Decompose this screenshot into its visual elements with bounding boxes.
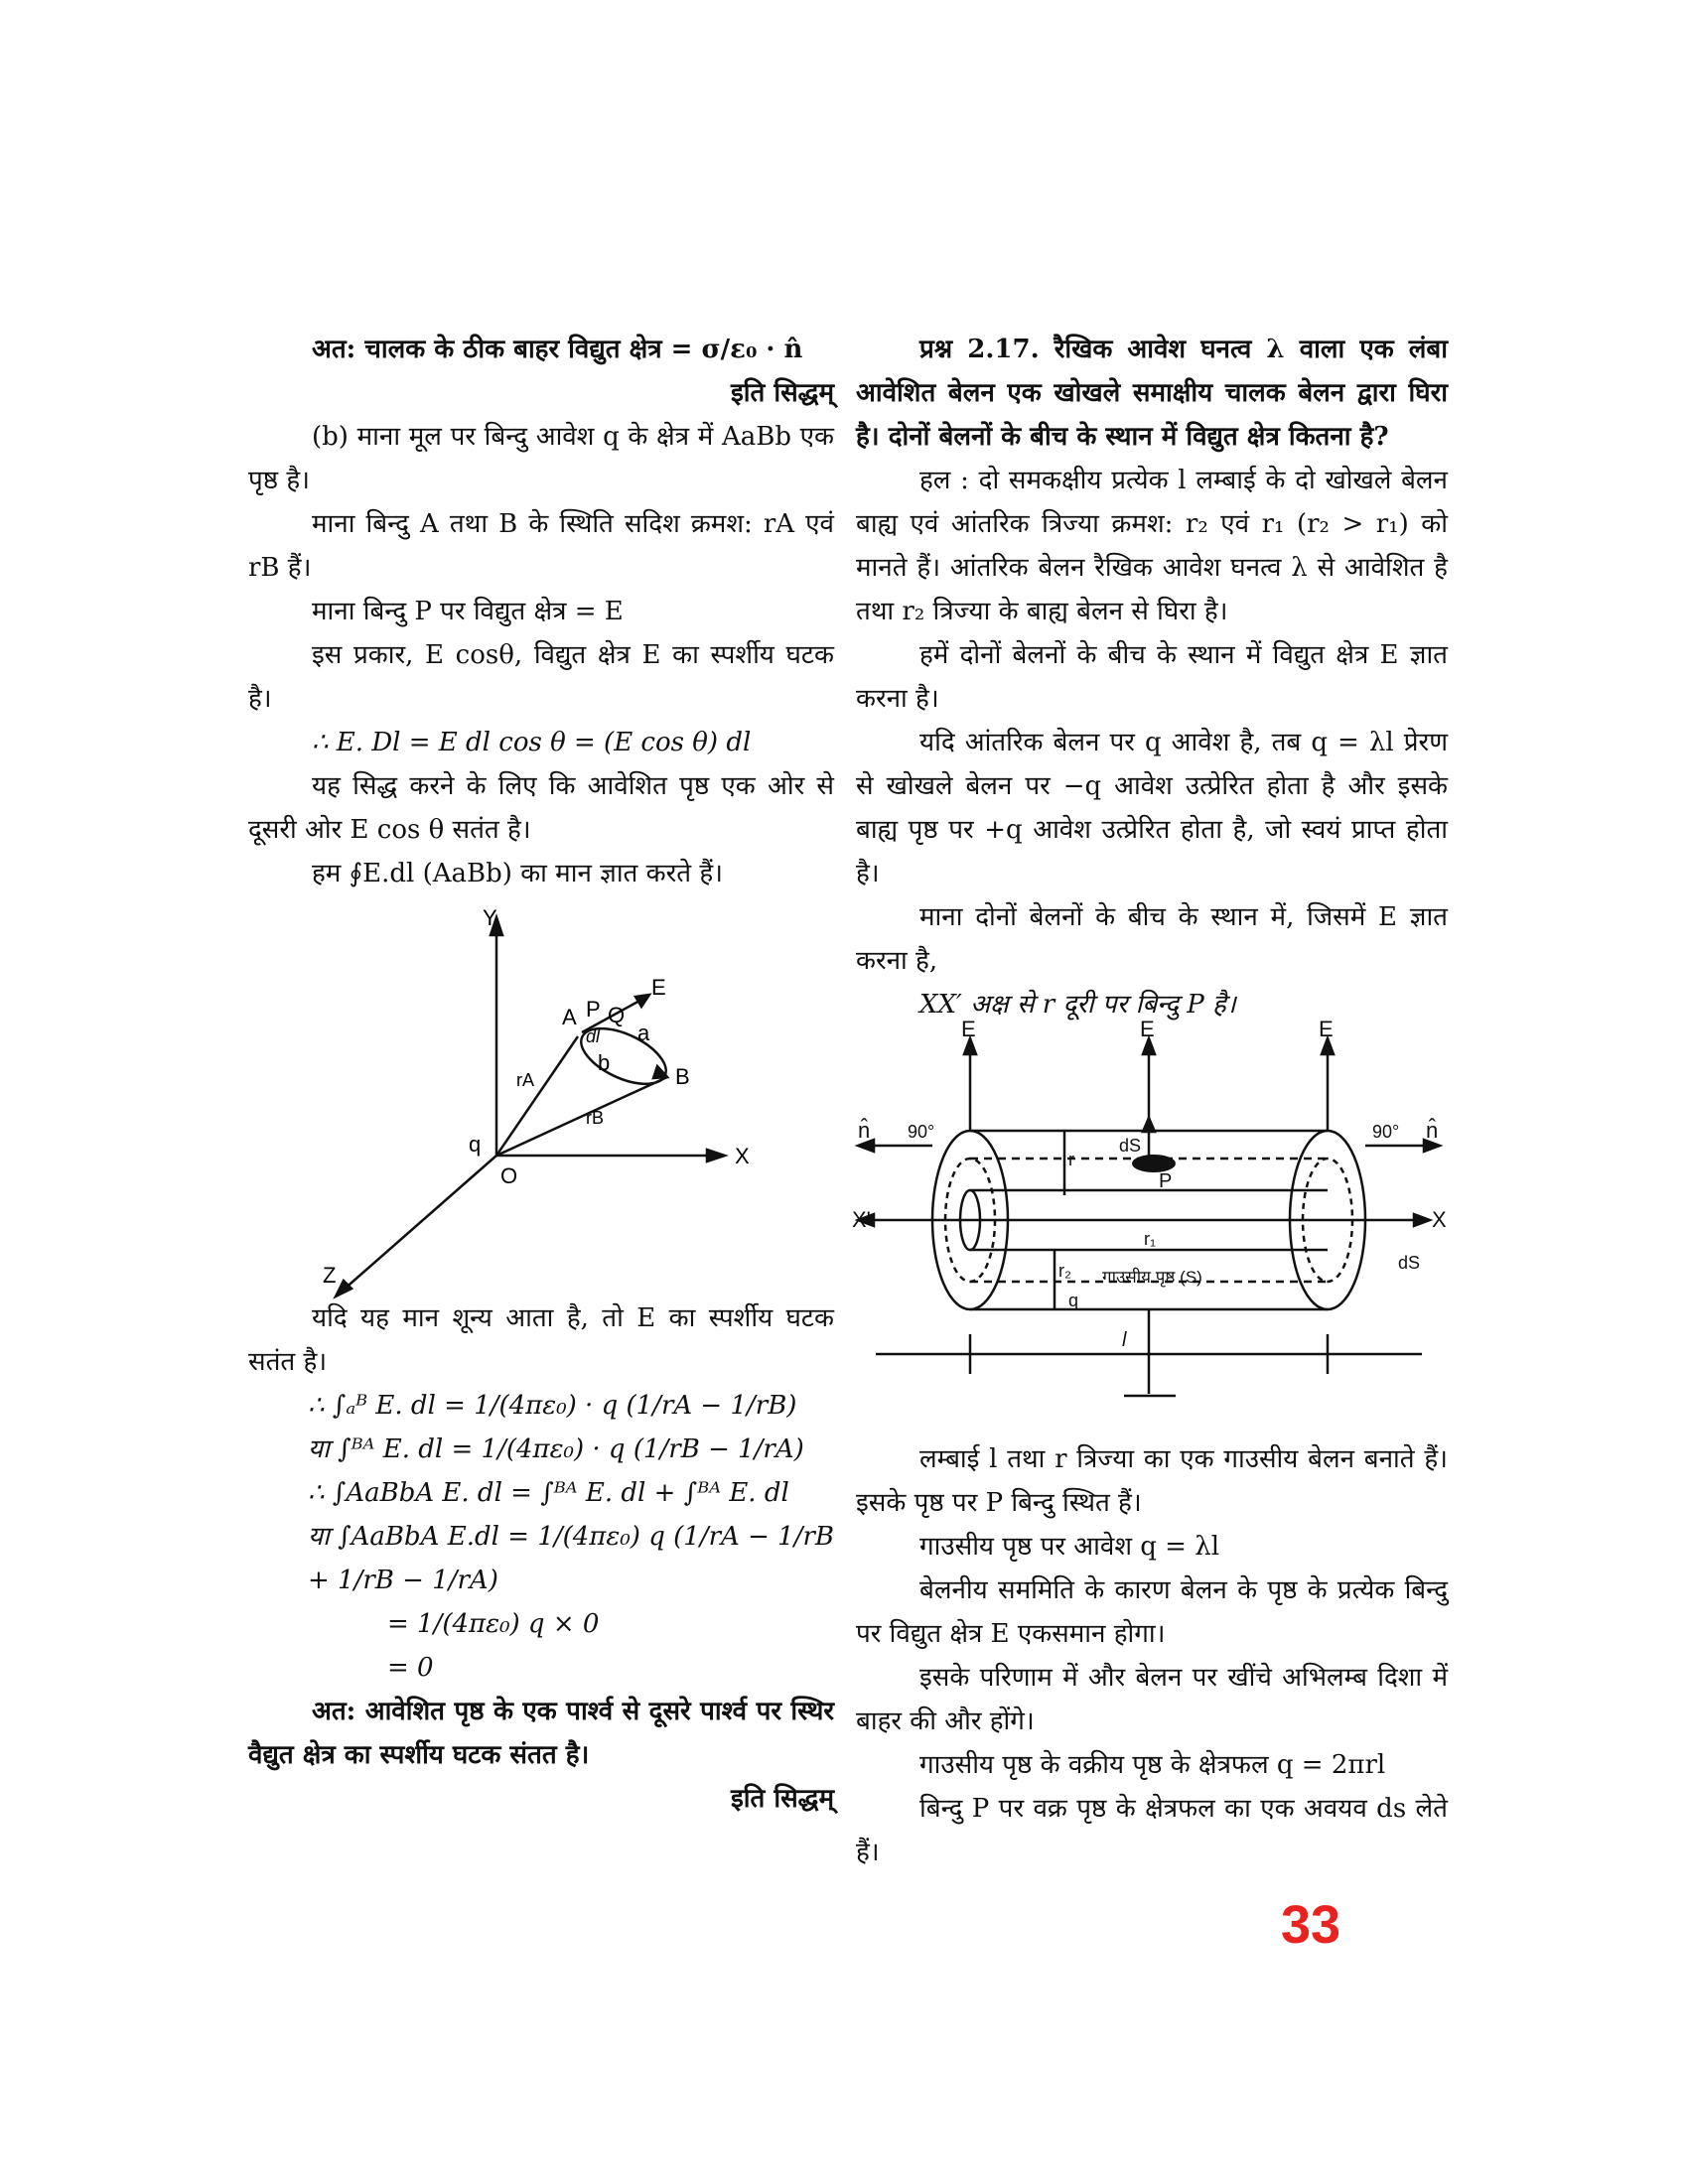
paragraph: बेलनीय सममिति के कारण बेलन के पृष्ठ के प्रत्येक बिन्दु पर विद्युत क्षेत्र E एकसमान होगा। bbox=[856, 1575, 1448, 1649]
paragraph: बिन्दु P पर वक्र पृष्ठ के क्षेत्रफल का एक अवयव ds लेते हैं। bbox=[856, 1794, 1448, 1867]
paragraph: हल : दो समकक्षीय प्रत्येक l लम्बाई के दो खोखले बेलन बाह्य एवं आंतरिक त्रिज्या क्रमश: r₂ एवं r₁ (r₂ > r₁) को मानते हैं। आंतरिक बेलन रैखिक आवेश घनत्व λ से आवेशित है तथा r₂ त्रिज्या के बाह्य बेलन से घिरा है। bbox=[856, 466, 1448, 626]
x-label: X bbox=[1432, 1207, 1447, 1232]
e-label-middle: E bbox=[1140, 1017, 1155, 1041]
paragraph: माना बिन्दु P पर विद्युत क्षेत्र = E bbox=[312, 597, 624, 626]
r1-label: r₁ bbox=[1144, 1229, 1157, 1249]
equation: = 1/(4πε₀) q × 0 bbox=[387, 1609, 600, 1639]
point-p-label: P bbox=[1159, 1170, 1173, 1192]
paragraph: यदि यह मान शून्य आता है, तो E का स्पर्शीय घटक सतंत है। bbox=[248, 1303, 834, 1377]
conclusion: अत: आवेशित पृष्ठ के एक पार्श्व से दूसरे पार्श्व पर स्थिर वैद्युत क्षेत्र का स्पर्शीय घटक संतत है। bbox=[248, 1697, 834, 1770]
paragraph: माना बिन्दु A तथा B के स्थिति सदिश क्रमश: rA एवं rB हैं। bbox=[248, 509, 834, 583]
origin-label: O bbox=[500, 1163, 518, 1188]
point-p-label: P bbox=[586, 997, 601, 1022]
angle-label-right: 90° bbox=[1372, 1122, 1400, 1142]
point-a-label: A bbox=[562, 1005, 577, 1029]
ra-label: rA bbox=[516, 1070, 534, 1090]
paragraph: माना दोनों बेलनों के बीच के स्थान में, जिसमें E ज्ञात करना है, bbox=[856, 902, 1448, 976]
paragraph: इसके परिणाम में और बेलन पर खींचे अभिलम्ब दिशा में बाहर की और होंगे। bbox=[856, 1663, 1448, 1736]
left-column bbox=[248, 328, 834, 1821]
paragraph: हम ∮E.dl (AaBb) का मान ज्ञात करते हैं। bbox=[312, 859, 723, 888]
normal-label-left: n̂ bbox=[858, 1118, 871, 1143]
text-line: इति सिद्धम् bbox=[730, 1784, 834, 1814]
z-axis-label: Z bbox=[323, 1263, 337, 1288]
right-column bbox=[852, 328, 1448, 1874]
ds-label: dS bbox=[1119, 1136, 1142, 1156]
paragraph: गाउसीय पृष्ठ के वक्रीय पृष्ठ के क्षेत्रफल q = 2πrl bbox=[919, 1750, 1386, 1780]
text-line: इति सिद्धम् bbox=[730, 378, 834, 408]
r2-label: r₂ bbox=[1058, 1261, 1071, 1281]
point-q-label: Q bbox=[608, 1003, 626, 1027]
charge-label: q bbox=[469, 1132, 482, 1157]
surface-path-figure bbox=[248, 895, 834, 1288]
gaussian-cylinder-figure bbox=[852, 1017, 1448, 1424]
equation: ∴ ∫AaBbA E. dl = ∫ᴮᴬ E. dl + ∫ᴮᴬ E. dl bbox=[308, 1478, 789, 1508]
paragraph: (b) माना मूल पर बिन्दु आवेश q के क्षेत्र में AaBb एक पृष्ठ है। bbox=[248, 422, 834, 495]
equation: ∴ ∫ₐᴮ E. dl = 1/(4πε₀) · q (1/rA − 1/rB) bbox=[308, 1391, 797, 1421]
e-label-right: E bbox=[1319, 1017, 1334, 1041]
b-label: b bbox=[598, 1050, 611, 1075]
paragraph: XX′ अक्ष से r दूरी पर बिन्दु P है। bbox=[919, 990, 1236, 1020]
r-label: r bbox=[1068, 1150, 1074, 1169]
e-label-left: E bbox=[961, 1017, 976, 1041]
field-e-label: E bbox=[651, 975, 666, 1000]
paragraph: गाउसीय पृष्ठ पर आवेश q = λl bbox=[919, 1532, 1220, 1562]
question: प्रश्न 2.17. रैखिक आवेश घनत्व λ वाला एक लंबा आवेशित बेलन एक खोखले समाक्षीय चालक बेलन द्वारा घिरा है। दोनों बेलनों के बीच के स्थान में विद्युत क्षेत्र कितना है? bbox=[856, 335, 1448, 452]
point-b-label: B bbox=[675, 1064, 690, 1089]
x-prime-label: X' bbox=[852, 1207, 871, 1232]
y-axis-label: Y bbox=[483, 905, 497, 930]
equation: = 0 bbox=[387, 1653, 434, 1683]
a-label: a bbox=[637, 1021, 650, 1045]
equation: ∴ E. Dl = E dl cos θ = (E cos θ) dl bbox=[312, 728, 752, 757]
x-axis-label: X bbox=[735, 1144, 750, 1168]
angle-label-left: 90° bbox=[908, 1122, 935, 1142]
rb-label: rB bbox=[586, 1108, 604, 1128]
paragraph: यह सिद्ध करने के लिए कि आवेशित पृष्ठ एक ओर से दूसरी ओर E cos θ सतंत है। bbox=[248, 771, 834, 845]
ds-right-label: dS bbox=[1398, 1253, 1421, 1273]
length-label: l bbox=[1122, 1329, 1127, 1351]
dl-label: dl bbox=[586, 1026, 601, 1046]
text-line: अत: चालक के ठीक बाहर विद्युत क्षेत्र = σ/ε₀ · n̂ bbox=[312, 335, 803, 364]
gaussian-surface-label: गाउसीय पृष्ठ (S) bbox=[1102, 1268, 1202, 1287]
normal-label-right: n̂ bbox=[1426, 1118, 1439, 1143]
paragraph: इस प्रकार, E cosθ, विद्युत क्षेत्र E का स्पर्शीय घटक है। bbox=[248, 640, 834, 714]
paragraph: यदि आंतरिक बेलन पर q आवेश है, तब q = λl प्रेरण से खोखले बेलन पर −q आवेश उत्प्रेरित होता है और इसके बाह्य पृष्ठ पर +q आवेश उत्प्रेरित होता है, जो स्वयं प्राप्त होता है। bbox=[856, 728, 1448, 888]
equation: या ∫AaBbA E.dl = 1/(4πε₀) q (1/rA − 1/rB + 1/rB − 1/rA) bbox=[308, 1522, 834, 1595]
paragraph: हमें दोनों बेलनों के बीच के स्थान में विद्युत क्षेत्र E ज्ञात करना है। bbox=[856, 640, 1448, 714]
equation: या ∫ᴮᴬ E. dl = 1/(4πε₀) · q (1/rB − 1/rA) bbox=[308, 1434, 804, 1464]
q-label: q bbox=[1068, 1291, 1079, 1310]
paragraph: लम्बाई l तथा r त्रिज्या का एक गाउसीय बेलन बनाते हैं। इसके पृष्ठ पर P बिन्दु स्थित हैं। bbox=[856, 1444, 1448, 1518]
page-number: 33 bbox=[1281, 1895, 1341, 1955]
